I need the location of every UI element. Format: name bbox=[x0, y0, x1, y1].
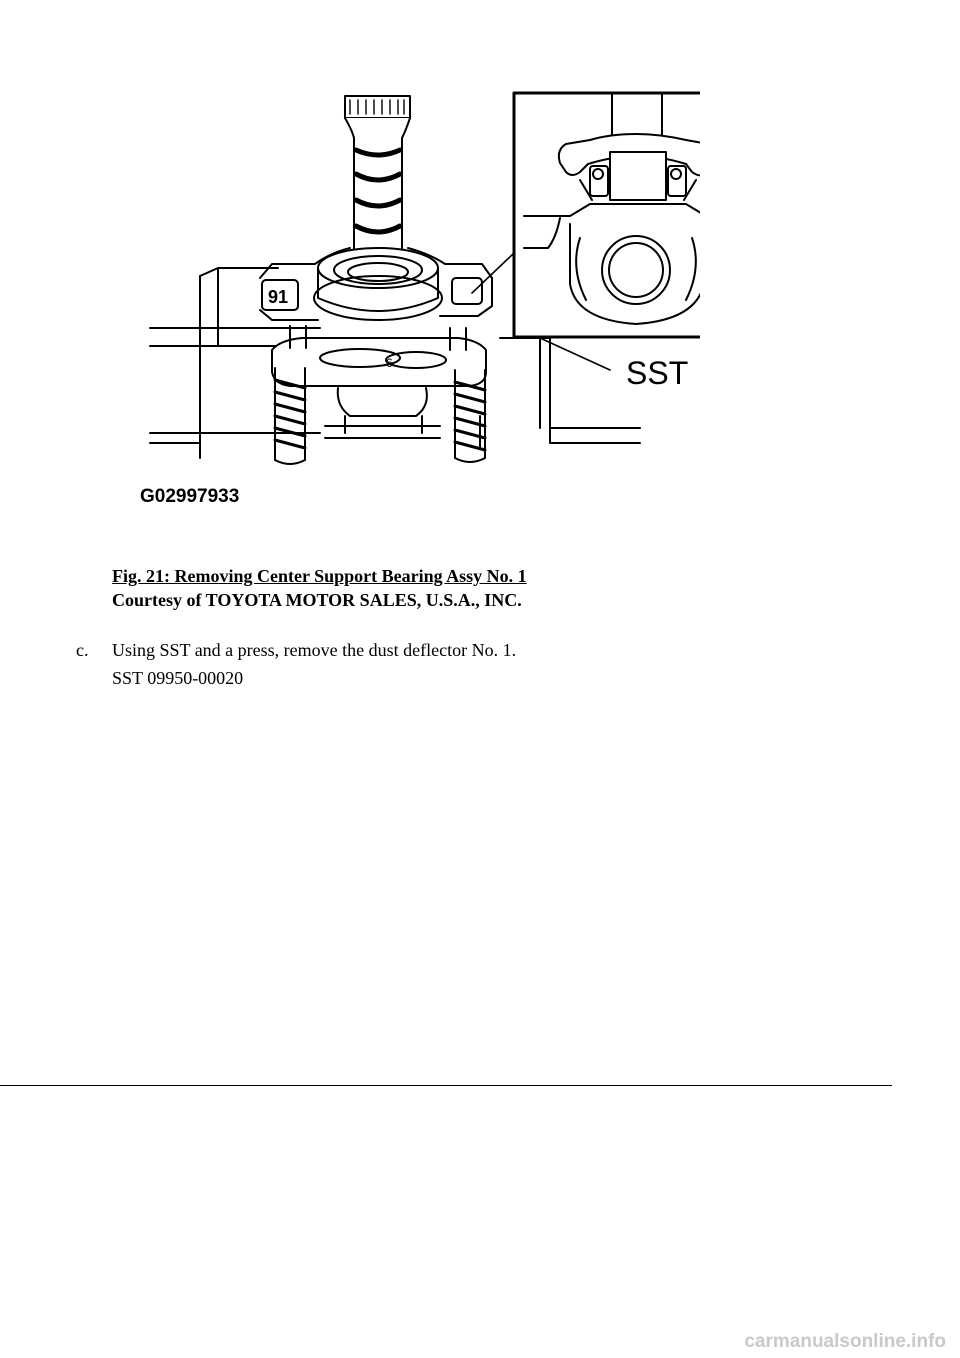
figure-part-number: G02997933 bbox=[140, 486, 240, 507]
instruction-step bbox=[76, 640, 516, 661]
svg-text:91: 91 bbox=[268, 287, 289, 307]
center-support-bearing bbox=[314, 248, 442, 320]
detail-inset bbox=[514, 93, 700, 337]
figure-caption-credit: Courtesy of TOYOTA MOTOR SALES, U.S.A., INC. bbox=[112, 590, 522, 610]
shaft bbox=[345, 96, 410, 268]
svg-text:6: 6 bbox=[386, 356, 393, 370]
bearing-removal-illustration bbox=[140, 88, 700, 508]
step-marker: c. bbox=[76, 640, 89, 660]
step-text: Using SST and a press, remove the dust deflector No. 1. bbox=[112, 640, 517, 660]
site-watermark: carmanualsonline.info bbox=[744, 1331, 946, 1352]
figure-caption-title: Fig. 21: Removing Center Support Bearing Assy No. 1 bbox=[112, 566, 527, 586]
sst-code: SST 09950-00020 bbox=[112, 668, 244, 688]
page-divider bbox=[0, 1085, 892, 1086]
sst-callout-label: SST bbox=[626, 355, 689, 391]
